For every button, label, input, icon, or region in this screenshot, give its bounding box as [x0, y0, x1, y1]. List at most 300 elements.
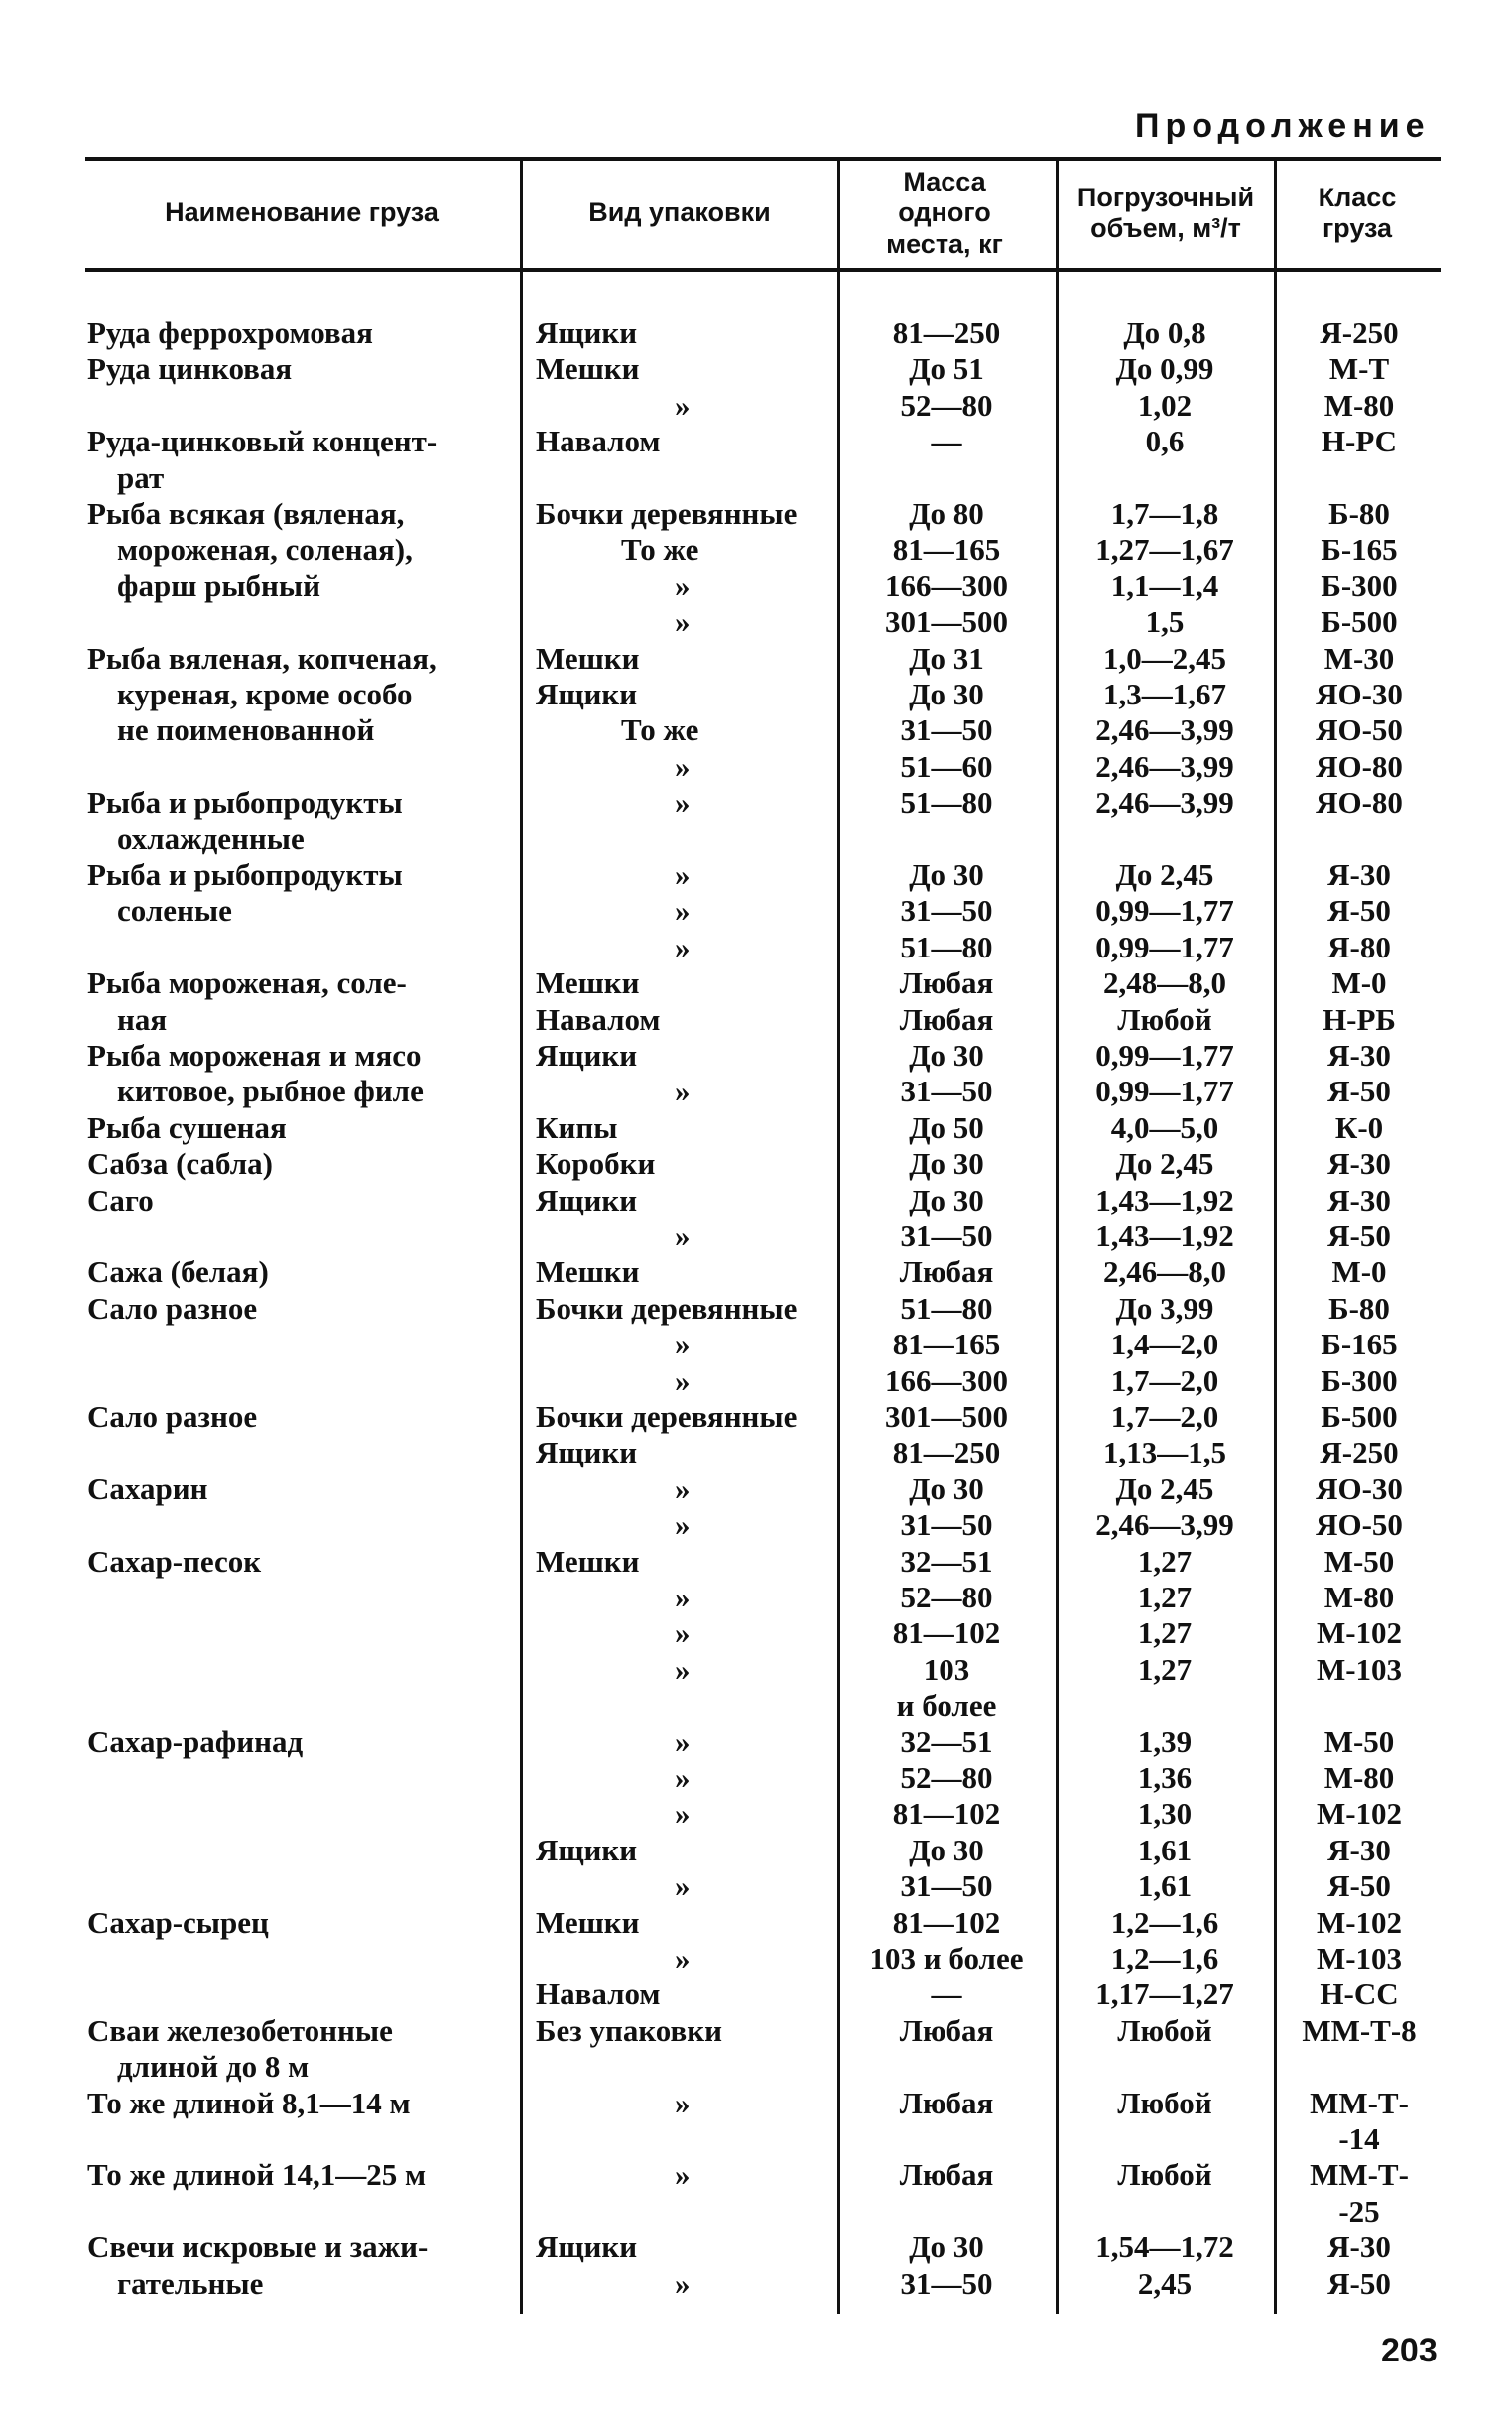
cell-class: Я-50: [1327, 1218, 1391, 1253]
cell-mass: 31—50: [900, 1868, 993, 1904]
cell-packing: То же: [621, 712, 699, 748]
cell-name: Сало разное: [87, 1399, 258, 1434]
table-row: [0, 1363, 1512, 1399]
cell-class: Н-РС: [1321, 424, 1398, 459]
cell-packing: Мешки: [536, 965, 640, 1001]
table-row: [0, 2194, 1512, 2230]
cell-mass: 31—50: [900, 1507, 993, 1543]
cell-packing: »: [675, 604, 691, 640]
cell-class: М-102: [1316, 1796, 1403, 1832]
cell-packing: Ящики: [536, 1832, 638, 1867]
cell-volume: [1060, 2121, 1270, 2157]
cell-class: ЯО-80: [1316, 785, 1403, 821]
cell-volume: 0,99—1,77: [1095, 893, 1234, 929]
cell-volume: 1,43—1,92: [1095, 1218, 1234, 1253]
cell-packing: Бочки деревянные: [536, 1290, 798, 1326]
cell-class: Б-300: [1321, 568, 1398, 603]
cell-mass: Любая: [899, 1001, 994, 1037]
cell-class: М-103: [1316, 1651, 1403, 1687]
cell-name: [87, 930, 508, 965]
cell-volume: 0,99—1,77: [1095, 1074, 1234, 1109]
cell-volume: 1,3—1,67: [1103, 677, 1226, 711]
cell-volume: До 0,99: [1115, 351, 1214, 387]
cell-volume: 1,27: [1137, 1651, 1193, 1687]
cell-class: ЯО-80: [1316, 748, 1403, 784]
table-row: [0, 1977, 1512, 2012]
cell-class: ЯО-30: [1316, 677, 1403, 711]
header-bottom-rule: [85, 268, 1441, 272]
cell-name: [87, 1760, 508, 1796]
cell-mass: [841, 2121, 1052, 2157]
cell-mass: Любая: [899, 2085, 994, 2120]
cell-mass: 166—300: [885, 568, 1008, 603]
cell-packing: Мешки: [536, 351, 640, 387]
cell-name: ная: [117, 1001, 168, 1037]
cell-mass: 301—500: [885, 604, 1008, 640]
table-row: [0, 2121, 1512, 2157]
cell-mass: [841, 460, 1052, 496]
cell-volume: До 3,99: [1115, 1290, 1214, 1326]
cell-volume: [1060, 822, 1270, 857]
cell-name: То же длиной 8,1—14 м: [87, 2085, 411, 2120]
table-row: [0, 532, 1512, 568]
cell-volume: 1,7—2,0: [1110, 1362, 1219, 1398]
cell-packing: Бочки деревянные: [536, 496, 798, 531]
table-row: [0, 424, 1512, 459]
cell-volume: 1,39: [1137, 1723, 1193, 1759]
cell-volume: 2,46—3,99: [1095, 748, 1234, 784]
cell-volume: 2,46—3,99: [1095, 712, 1234, 748]
cell-packing: Мешки: [536, 1904, 640, 1940]
cell-class: Б-80: [1328, 496, 1390, 531]
table-row: [0, 496, 1512, 532]
cell-class: М-102: [1316, 1615, 1403, 1651]
cell-volume: 1,2—1,6: [1110, 1904, 1219, 1940]
cell-name: [87, 1833, 508, 1868]
table-row: [0, 2013, 1512, 2049]
cell-packing: »: [675, 1615, 691, 1651]
cell-name: китовое, рыбное филе: [117, 1074, 424, 1109]
cell-class: Б-500: [1321, 1399, 1398, 1434]
cell-volume: Любой: [1117, 2085, 1212, 2120]
cell-mass: [841, 2049, 1052, 2085]
cell-name: Сажа (белая): [87, 1254, 269, 1290]
cell-volume: До 2,45: [1115, 1146, 1214, 1182]
cell-mass: 81—165: [892, 1327, 1001, 1362]
cell-name: Рыба вяленая, копченая,: [87, 640, 437, 676]
table-row: [0, 2049, 1512, 2085]
cell-volume: 1,27: [1137, 1580, 1193, 1614]
cell-packing: [536, 1688, 833, 1723]
cell-class: М-80: [1323, 1580, 1395, 1614]
table-row: [0, 1399, 1512, 1435]
cell-name: не поименованной: [117, 712, 375, 748]
table-row: [0, 785, 1512, 821]
cell-class: Я-30: [1327, 1182, 1391, 1217]
table-row: [0, 1580, 1512, 1615]
cell-name: Руда феррохромовая: [87, 316, 373, 350]
cell-mass: До 80: [909, 496, 984, 531]
cell-class: [1280, 2049, 1439, 2085]
cell-packing: Ящики: [536, 1435, 638, 1470]
cell-mass: 81—165: [892, 532, 1001, 568]
cell-class: Б-300: [1321, 1362, 1398, 1398]
cell-mass: 81—250: [892, 316, 1001, 350]
table-row: [0, 1254, 1512, 1290]
cell-packing: »: [675, 1760, 691, 1795]
cell-packing: Без упаковки: [536, 2012, 722, 2048]
cell-name: Сахар-рафинад: [87, 1723, 304, 1759]
cell-mass: 32—51: [900, 1723, 993, 1759]
cell-name: [87, 1507, 508, 1543]
cell-volume: 1,54—1,72: [1095, 2230, 1234, 2265]
cell-packing: »: [675, 785, 691, 821]
cell-name: Сало разное: [87, 1290, 258, 1326]
cell-mass: До 30: [909, 677, 984, 711]
table-row: [0, 2230, 1512, 2265]
cell-mass: До 30: [909, 857, 984, 892]
cell-volume: Любой: [1117, 2012, 1212, 2048]
cell-packing: [536, 822, 833, 857]
cell-name: Руда-цинковый концент-: [87, 424, 438, 459]
cell-packing: »: [675, 1941, 691, 1976]
cell-name: [87, 749, 508, 785]
cell-name: [87, 1218, 508, 1254]
cell-packing: »: [675, 1507, 691, 1543]
table-row: [0, 2086, 1512, 2121]
cell-mass: 52—80: [900, 387, 993, 423]
cell-packing: »: [675, 1868, 691, 1904]
cell-volume: 1,7—1,8: [1110, 496, 1219, 531]
cell-name: охлажденные: [117, 821, 305, 856]
cell-mass: Любая: [899, 2012, 994, 2048]
cell-volume: 2,46—3,99: [1095, 1507, 1234, 1543]
table-row: [0, 388, 1512, 424]
cell-packing: »: [675, 1580, 691, 1614]
cell-volume: 1,30: [1137, 1796, 1193, 1832]
cell-mass: 51—80: [900, 929, 993, 964]
cell-packing: »: [675, 1651, 691, 1687]
cell-mass: Любая: [899, 1254, 994, 1290]
table-row: [0, 1038, 1512, 1074]
cell-packing: Ящики: [536, 2230, 638, 2265]
cell-volume: 2,46—8,0: [1103, 1254, 1226, 1290]
cell-class: М-80: [1323, 1760, 1395, 1795]
cell-volume: 0,6: [1145, 424, 1185, 459]
cell-class: Н-РБ: [1323, 1001, 1396, 1037]
header-class: Класс груза: [1318, 182, 1397, 243]
cell-packing: »: [675, 1470, 691, 1506]
cell-mass: 51—80: [900, 1290, 993, 1326]
cell-class: М-30: [1323, 640, 1395, 676]
cell-volume: 2,46—3,99: [1095, 785, 1234, 821]
cell-volume: 1,4—2,0: [1110, 1327, 1219, 1362]
cell-packing: Ящики: [536, 316, 638, 350]
cell-name: куреная, кроме особо: [117, 677, 413, 711]
cell-volume: 1,27: [1137, 1615, 1193, 1651]
cell-class: М-50: [1323, 1723, 1395, 1759]
table-row: [0, 2266, 1512, 2302]
cell-mass: До 31: [909, 640, 984, 676]
cell-class: Я-50: [1327, 893, 1391, 929]
cell-class: Я-30: [1327, 2230, 1391, 2265]
cell-packing: Навалом: [536, 424, 661, 459]
cell-volume: 1,27—1,67: [1095, 532, 1234, 568]
cell-mass: До 30: [909, 2230, 984, 2265]
cell-name: [87, 388, 508, 424]
cell-packing: »: [675, 1327, 691, 1362]
cell-class: ЯО-30: [1316, 1470, 1403, 1506]
cell-volume: 1,02: [1137, 387, 1193, 423]
cell-mass: 51—60: [900, 748, 993, 784]
header-volume: Погрузочный объем, м³/т: [1076, 182, 1255, 243]
cell-name: Рыба сушеная: [87, 1109, 287, 1145]
cell-name: Рыба всякая (вяленая,: [87, 496, 405, 531]
cell-name: Сахар-песок: [87, 1543, 262, 1579]
cell-mass: 31—50: [900, 893, 993, 929]
cell-name: длиной до 8 м: [117, 2049, 310, 2085]
table-row: [0, 1291, 1512, 1327]
cell-class: М-50: [1323, 1543, 1395, 1579]
cell-class: [1280, 822, 1439, 857]
cell-class: [1280, 1688, 1439, 1723]
cell-class: М-0: [1331, 1254, 1387, 1290]
cell-class: М-102: [1316, 1904, 1403, 1940]
cell-volume: 1,61: [1137, 1868, 1193, 1904]
page-number: 203: [1381, 2332, 1438, 2369]
cell-name: [87, 604, 508, 640]
cell-volume: 1,17—1,27: [1095, 1977, 1234, 2012]
cell-packing: »: [675, 1074, 691, 1109]
table-row: [0, 460, 1512, 496]
cell-volume: 1,36: [1137, 1760, 1193, 1795]
header-mass: Масса одного места, кг: [886, 167, 1003, 259]
cell-name: [87, 1796, 508, 1832]
table-row: [0, 1833, 1512, 1868]
cell-class: -14: [1338, 2121, 1380, 2156]
cell-volume: Любой: [1117, 2157, 1212, 2193]
table-row: [0, 749, 1512, 785]
cell-mass: Любая: [899, 965, 994, 1001]
cell-packing: »: [675, 1723, 691, 1759]
cell-volume: 1,27: [1137, 1543, 1193, 1579]
cell-name: Рыба и рыбопродукты: [87, 785, 403, 821]
cell-packing: »: [675, 748, 691, 784]
cell-volume: 1,0—2,45: [1103, 640, 1226, 676]
cell-mass: 52—80: [900, 1760, 993, 1795]
cell-volume: [1060, 2194, 1270, 2230]
cell-name: мороженая, соленая),: [117, 532, 413, 568]
cell-class: ЯО-50: [1316, 1507, 1403, 1543]
cell-mass: До 30: [909, 1832, 984, 1867]
table-row: [0, 1110, 1512, 1146]
cell-volume: 1,43—1,92: [1095, 1182, 1234, 1217]
cell-mass: 81—102: [892, 1796, 1001, 1832]
cell-name: Руда цинковая: [87, 351, 293, 387]
table-row: [0, 1327, 1512, 1362]
cell-class: ММ-Т-: [1310, 2085, 1409, 2120]
cell-class: Я-30: [1327, 857, 1391, 892]
table-row: [0, 1615, 1512, 1651]
cell-name: [87, 1977, 508, 2012]
table-row: [0, 893, 1512, 929]
cell-volume: 2,45: [1137, 2265, 1193, 2301]
cell-mass: 103 и более: [869, 1941, 1024, 1976]
cell-volume: До 2,45: [1115, 1470, 1214, 1506]
table-row: [0, 1941, 1512, 1977]
table-row: [0, 1074, 1512, 1109]
cell-mass: 81—102: [892, 1615, 1001, 1651]
cell-mass: 81—250: [892, 1435, 1001, 1470]
table-row: [0, 1724, 1512, 1760]
cell-class: ММ-Т-: [1310, 2157, 1409, 2193]
cell-class: Я-50: [1327, 1074, 1391, 1109]
cell-packing: Мешки: [536, 1543, 640, 1579]
table-row: [0, 351, 1512, 387]
table-row: [0, 1688, 1512, 1723]
cell-volume: 4,0—5,0: [1110, 1109, 1219, 1145]
cell-name: Свечи искровые и зажи-: [87, 2230, 429, 2265]
cell-packing: »: [675, 2085, 691, 2120]
cell-mass: [841, 2194, 1052, 2230]
cell-packing: »: [675, 857, 691, 892]
cell-packing: [536, 2194, 833, 2230]
table-row: [0, 930, 1512, 965]
table-row: [0, 1905, 1512, 1941]
cell-packing: Навалом: [536, 1977, 661, 2012]
cell-class: Я-250: [1320, 1435, 1399, 1470]
cell-mass: Любая: [899, 2157, 994, 2193]
table-row: [0, 569, 1512, 604]
table-row: [0, 2157, 1512, 2193]
cell-mass: 32—51: [900, 1543, 993, 1579]
cell-mass: До 30: [909, 1038, 984, 1073]
cell-volume: 0,99—1,77: [1095, 929, 1234, 964]
cell-packing: »: [675, 1796, 691, 1832]
cell-volume: 1,61: [1137, 1832, 1193, 1867]
table-row: [0, 1183, 1512, 1218]
table-row: [0, 1868, 1512, 1904]
cell-class: ЯО-50: [1316, 712, 1403, 748]
cell-volume: [1060, 1688, 1270, 1723]
cell-name: [87, 1327, 508, 1362]
cell-class: Я-30: [1327, 1832, 1391, 1867]
cell-class: Б-500: [1321, 604, 1398, 640]
cell-mass: 31—50: [900, 2265, 993, 2301]
cell-name: Сваи железобетонные: [87, 2012, 393, 2048]
cell-packing: Ящики: [536, 1182, 638, 1217]
cell-name: [87, 1580, 508, 1615]
table-row: [0, 712, 1512, 748]
table-row: [0, 604, 1512, 640]
cell-name: Сахарин: [87, 1470, 208, 1506]
cell-mass: [841, 822, 1052, 857]
table-row: [0, 1507, 1512, 1543]
cell-name: [87, 1868, 508, 1904]
table-row: [0, 1002, 1512, 1038]
cell-mass: —: [931, 424, 962, 459]
cell-packing: То же: [621, 532, 699, 568]
cell-name: фарш рыбный: [117, 568, 320, 603]
table-row: [0, 965, 1512, 1001]
cell-packing: »: [675, 2265, 691, 2301]
cell-packing: [536, 2049, 833, 2085]
cell-packing: »: [675, 1218, 691, 1253]
cell-mass: 81—102: [892, 1904, 1001, 1940]
table-row: [0, 641, 1512, 677]
cell-class: М-103: [1316, 1941, 1403, 1976]
cell-name: [87, 1435, 508, 1470]
table-row: [0, 1796, 1512, 1832]
cell-volume: [1060, 460, 1270, 496]
cell-name: [87, 2194, 508, 2230]
table-row: [0, 857, 1512, 893]
continuation-label: Продолжение: [1135, 107, 1431, 145]
cell-name: То же длиной 14,1—25 м: [87, 2157, 427, 2193]
cell-packing: Бочки деревянные: [536, 1399, 798, 1434]
cell-packing: [536, 460, 833, 496]
cell-class: М-80: [1323, 387, 1395, 423]
cell-volume: Любой: [1117, 1001, 1212, 1037]
cell-packing: »: [675, 929, 691, 964]
cell-packing: »: [675, 387, 691, 423]
cell-class: Я-30: [1327, 1146, 1391, 1182]
cell-mass: 166—300: [885, 1362, 1008, 1398]
cell-class: Б-165: [1321, 1327, 1398, 1362]
cell-name: [87, 2121, 508, 2157]
cell-packing: Мешки: [536, 640, 640, 676]
table-row: [0, 1218, 1512, 1254]
cell-name: [87, 1615, 508, 1651]
cell-mass: 31—50: [900, 1218, 993, 1253]
cell-name: Саго: [87, 1182, 154, 1217]
cell-packing: [536, 2121, 833, 2157]
cell-name: гательные: [117, 2265, 264, 2301]
cell-mass: До 51: [909, 351, 984, 387]
header-packing: Вид упаковки: [588, 197, 771, 228]
table-row: [0, 822, 1512, 857]
cell-class: -25: [1338, 2193, 1380, 2229]
table-row: [0, 1435, 1512, 1470]
table-row: [0, 1471, 1512, 1507]
cell-name: [87, 1652, 508, 1688]
cell-packing: »: [675, 568, 691, 603]
cell-mass: 301—500: [885, 1399, 1008, 1434]
cell-class: Н-СС: [1320, 1977, 1399, 2012]
cell-volume: 1,13—1,5: [1103, 1435, 1226, 1470]
cell-class: Я-30: [1327, 1038, 1391, 1073]
cell-mass: и более: [896, 1688, 997, 1723]
cell-volume: 1,5: [1145, 604, 1185, 640]
cell-volume: До 2,45: [1115, 857, 1214, 892]
cell-volume: 2,48—8,0: [1103, 965, 1226, 1001]
table-row: [0, 1544, 1512, 1580]
cell-mass: 31—50: [900, 1074, 993, 1109]
table-row: [0, 1760, 1512, 1796]
table-row: [0, 1146, 1512, 1182]
cell-packing: Ящики: [536, 677, 638, 711]
cell-class: Б-80: [1328, 1290, 1390, 1326]
cell-class: ММ-Т-8: [1302, 2012, 1417, 2048]
cell-packing: »: [675, 2157, 691, 2193]
cell-class: Я-50: [1327, 1868, 1391, 1904]
cell-name: Сабза (сабла): [87, 1146, 273, 1182]
cell-name: Рыба мороженая, соле-: [87, 965, 407, 1001]
cell-packing: Навалом: [536, 1001, 661, 1037]
table-row: [0, 677, 1512, 712]
cell-name: Рыба мороженая и мясо: [87, 1038, 422, 1073]
cell-packing: »: [675, 893, 691, 929]
